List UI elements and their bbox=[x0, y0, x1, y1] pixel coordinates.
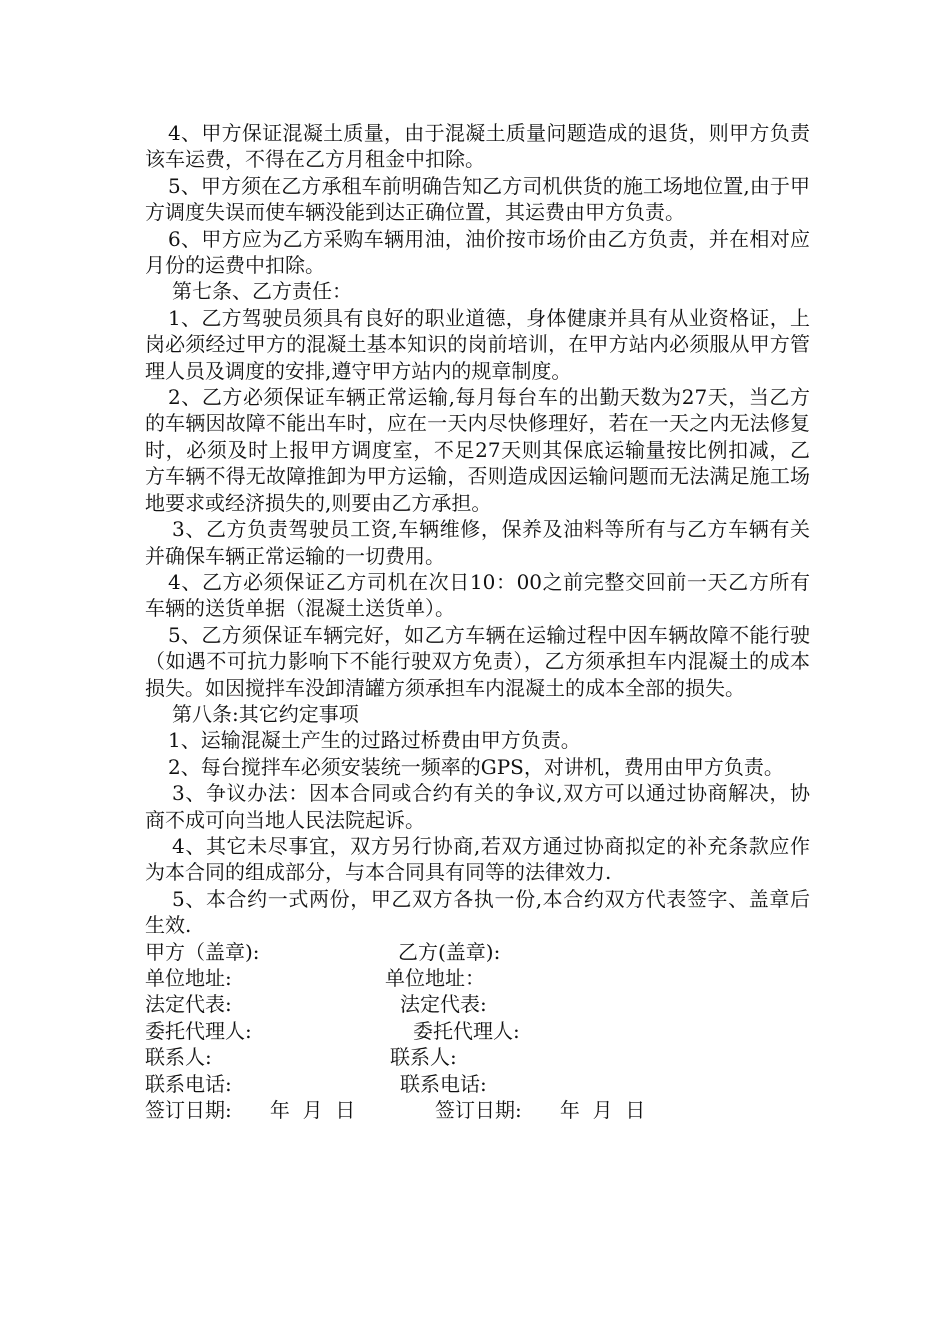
signature-row-seal bbox=[145, 939, 810, 965]
clause-6-4: 4、甲方保证混凝土质量，由于混凝土质量问题造成的退货，则甲方负责该车运费，不得在乙方月租金中扣除。 bbox=[145, 121, 810, 172]
party-b-contact-label: 联系人: bbox=[390, 1045, 457, 1070]
clause-8-5: 5、本合约一式两份，甲乙双方各执一份,本合约双方代表签字、盖章后生效. bbox=[145, 886, 810, 938]
party-a-seal-label: 甲方（盖章): bbox=[145, 939, 260, 964]
signature-row-contact bbox=[145, 1044, 810, 1070]
clause-7-5: 5、乙方须保证车辆完好，如乙方车辆在运输过程中因车辆故障不能行驶（如遇不可抗力影响下不能行驶双方免责），乙方须承担车内混凝土的成本损失。如因搅拌车没卸清罐方须承担车内混凝土的成本全部的损失。 bbox=[145, 622, 810, 700]
signature-row-agent bbox=[145, 1018, 810, 1044]
clause-7-3: 3、乙方负责驾驶员工资,车辆维修，保养及油料等所有与乙方车辆有关并确保车辆正常运输的一切费用。 bbox=[145, 517, 810, 568]
clause-8-1: 1、运输混凝土产生的过路过桥费由甲方负责。 bbox=[168, 728, 581, 753]
clause-6-6: 6、甲方应为乙方采购车辆用油，油价按市场价由乙方负责，并在相对应月份的运费中扣除。 bbox=[145, 226, 810, 278]
party-b-seal-label: 乙方(盖章): bbox=[398, 939, 501, 964]
signature-row-address bbox=[145, 965, 810, 991]
party-b-representative-label: 法定代表: bbox=[400, 992, 487, 1017]
party-a-representative-label: 法定代表: bbox=[145, 992, 232, 1017]
party-b-date-label: 签订日期: 年 月 日 bbox=[435, 1097, 646, 1122]
party-b-agent-label: 委托代理人: bbox=[413, 1018, 520, 1043]
party-b-address-label: 单位地址： bbox=[385, 965, 485, 990]
clause-7-4: 4、乙方必须保证乙方司机在次日10：00之前完整交回前一天乙方所有车辆的送货单据（混凝土送货单）。 bbox=[145, 569, 810, 621]
clause-8-3: 3、争议办法：因本合同或合约有关的争议,双方可以通过协商解决，协商不成可向当地人民法院起诉。 bbox=[145, 781, 810, 832]
party-a-address-label: 单位地址: bbox=[145, 965, 232, 990]
signature-row-date bbox=[145, 1097, 810, 1123]
party-a-date-label: 签订日期: 年 月 日 bbox=[145, 1097, 356, 1122]
party-a-phone-label: 联系电话: bbox=[145, 1071, 232, 1096]
contract-body bbox=[145, 120, 810, 1123]
clause-7-2: 2、乙方必须保证车辆正常运输,每月每台车的出勤天数为27天，当乙方的车辆因故障不能出车时，应在一天内尽快修理好，若在一天之内无法修复时，必须及时上报甲方调度室，不足27天则其保底运输量按比例扣减，乙方车辆不得无故障推卸为甲方运输，否则造成因运输问题而无法满足施工场地要求或经济损失的,则要由乙方承担。 bbox=[145, 385, 810, 515]
article-7-heading: 第七条、乙方责任： bbox=[172, 279, 352, 304]
article-8-heading: 第八条:其它约定事项 bbox=[172, 701, 359, 726]
signature-block bbox=[145, 939, 810, 1124]
party-a-agent-label: 委托代理人: bbox=[145, 1018, 252, 1043]
party-a-contact-label: 联系人: bbox=[145, 1045, 212, 1070]
signature-row-phone bbox=[145, 1071, 810, 1097]
clause-6-5: 5、甲方须在乙方承租车前明确告知乙方司机供货的施工场地位置,由于甲方调度失误而使车辆没能到达正确位置，其运费由甲方负责。 bbox=[145, 173, 810, 225]
clause-8-2: 2、每台搅拌车必须安装统一频率的GPS，对讲机，费用由甲方负责。 bbox=[168, 754, 784, 779]
clause-8-4: 4、其它未尽事宜，双方另行协商,若双方通过协商拟定的补充条款应作为本合同的组成部分，与本合同具有同等的法律效力. bbox=[145, 833, 810, 885]
party-b-phone-label: 联系电话: bbox=[400, 1071, 487, 1096]
signature-row-representative bbox=[145, 991, 810, 1017]
clause-7-1: 1、乙方驾驶员须具有良好的职业道德，身体健康并具有从业资格证，上岗必须经过甲方的混凝土基本知识的岗前培训，在甲方站内必须服从甲方管理人员及调度的安排,遵守甲方站内的规章制度。 bbox=[145, 305, 810, 383]
